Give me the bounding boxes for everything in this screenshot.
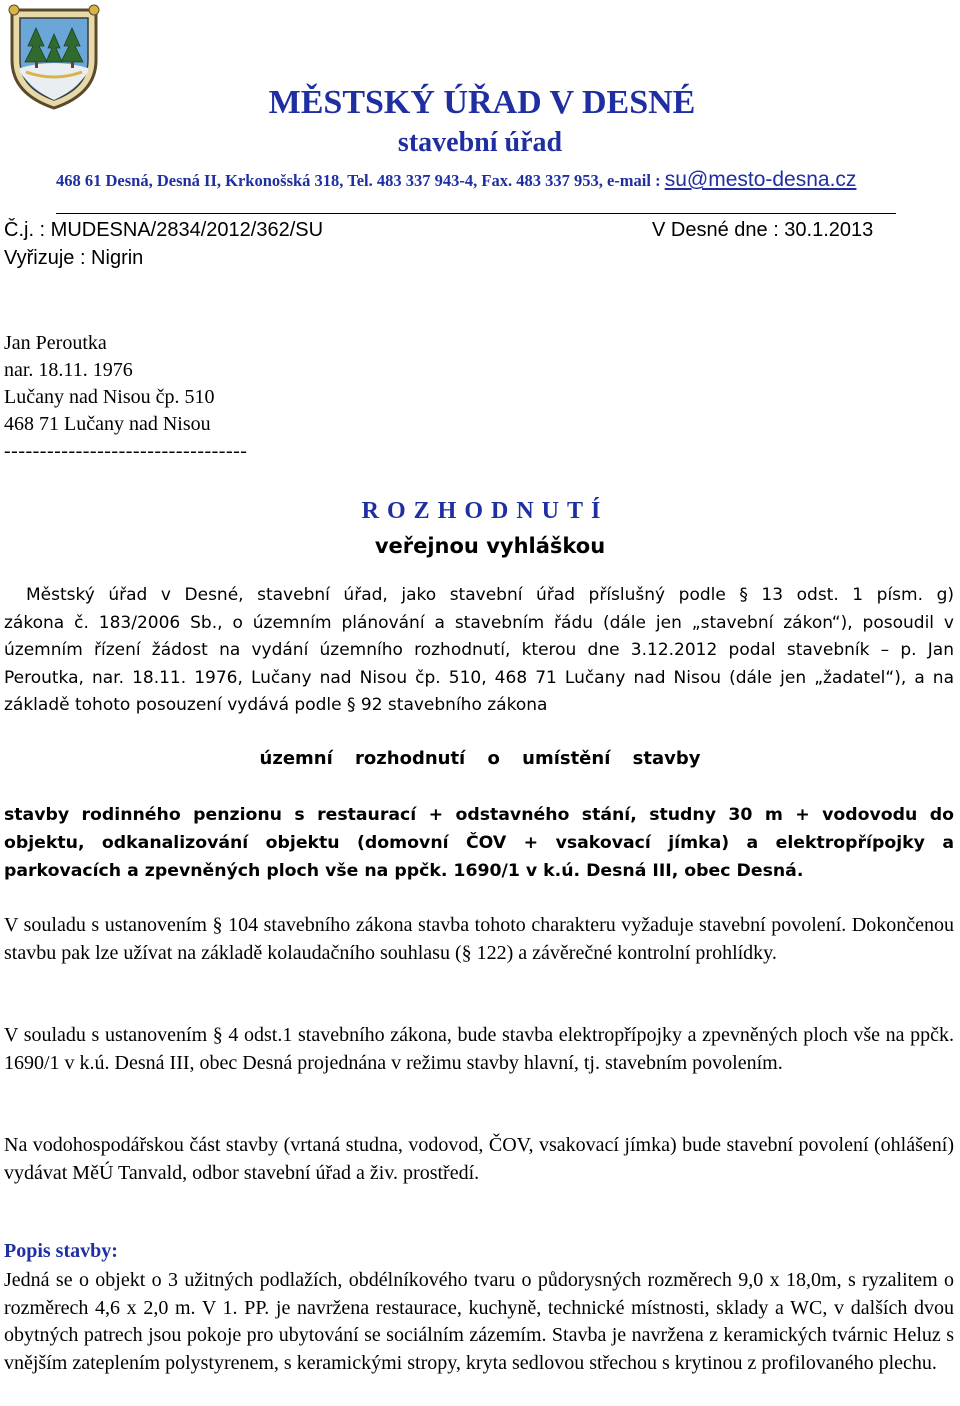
decision-heading-block	[0, 494, 960, 564]
office-address	[56, 168, 856, 192]
recipient-birth-date: nar. 18.11. 1976	[4, 359, 133, 381]
building-description-heading: Popis stavby:	[4, 1240, 118, 1262]
permit-paragraph: V souladu s ustanovením § 104 stavebního zákona stavba tohoto charakteru vyžaduje stavební povolení. Dokončenou stavbu pak lze užívat na základě kolaudačního souhlasu (§ 122) a závěrečné kontrolní prohlídky.	[4, 914, 954, 964]
recipient-city: 468 71 Lučany nad Nisou	[4, 413, 211, 435]
header-divider	[56, 213, 896, 214]
building-description-text: Jedná se o objekt o 3 užitných podlažích, obdélníkového tvaru o půdorysných rozměrech 9,0 x 18,0m, s ryzalitem o rozměrech 4,6 x 2,0 m. V 1. PP. je navržena restaurace, kuchyně, technické místnosti, sklady a WC, v dalších dvou obytných patrech jsou pokoje pro ubytování se sociálním zázemím. Stavba je navržena z keramických tvárnic Heluz s vnějším zateplením polystyrenem, s keramickými stropy, kryta sedlovou střechou s krytinou z profilovaného plechu.	[4, 1269, 954, 1374]
recipient-divider: ----------------------------------	[4, 440, 248, 462]
decision-type: územní rozhodnutí o umístění stavby	[259, 748, 701, 769]
decision-subheading: veřejnou vyhláškou	[374, 534, 606, 558]
reference-number: Č.j. : MUDESNA/2834/2012/362/SU	[4, 219, 324, 241]
intro-rest: zákona č. 183/2006 Sb., o územním plánování a stavebním řádu (dále jen „stavební zákon“), posoudil v územním řízení žádost na vydání územního rozhodnutí, kterou dne 3.12.2012 podal stavebník – p. Jan Peroutka, nar. 18.11. 1976, Lučany nad Nisou čp. 510, 468 71 Lučany nad Nisou (dále jen „žadatel“), a na základě tohoto posouzení vydává podle § 92 stavebního zákona	[4, 612, 954, 715]
recipient-block	[4, 330, 247, 465]
construction-description: stavby rodinného penzionu s restaurací + odstavného stání, studny 30 m + vodovodu do objektu, odkanalizování objektu (domovní ČOV + vsakovací jímka) a elektropřípojky a parkovacích a zpevněných ploch vše na ppčk. 1690/1 v k.ú. Desná III, obec Desná.	[4, 805, 954, 881]
office-subtitle: stavební úřad	[397, 127, 563, 158]
intro-paragraph	[4, 582, 954, 720]
water-management-paragraph: Na vodohospodářskou část stavby (vrtaná studna, vodovod, ČOV, vsakovací jímka) bude stavební povolení (ohlášení) vydávat MěÚ Tanvald, odbor stavební úřad a živ. prostředí.	[4, 1134, 954, 1184]
office-title: MĚSTSKÝ ÚŘAD V DESNÉ	[268, 84, 696, 121]
intro-first-line: Městský úřad v Desné, stavební úřad, jako stavební úřad příslušný podle § 13 odst. 1 písm. g)	[26, 585, 954, 605]
regime-paragraph: V souladu s ustanovením § 4 odst.1 stavebního zákona, bude stavba elektropřípojky a zpevněných ploch vše na ppčk. 1690/1 v k.ú. Desná III, obec Desná projednána v režimu stavby hlavní, tj. stavebním povolením.	[4, 1024, 954, 1074]
recipient-street: Lučany nad Nisou čp. 510	[4, 386, 215, 408]
recipient-name: Jan Peroutka	[4, 332, 107, 354]
decision-heading: ROZHODNUTÍ	[361, 498, 609, 524]
address-text: 468 61 Desná, Desná II, Krkonošská 318, Tel. 483 337 943-4, Fax. 483 337 953, e-mail :	[56, 171, 665, 190]
document-date: V Desné dne : 30.1.2013	[652, 219, 874, 241]
email-link[interactable]: su@mesto-desna.cz	[664, 168, 857, 191]
handled-by: Vyřizuje : Nigrin	[4, 247, 144, 269]
